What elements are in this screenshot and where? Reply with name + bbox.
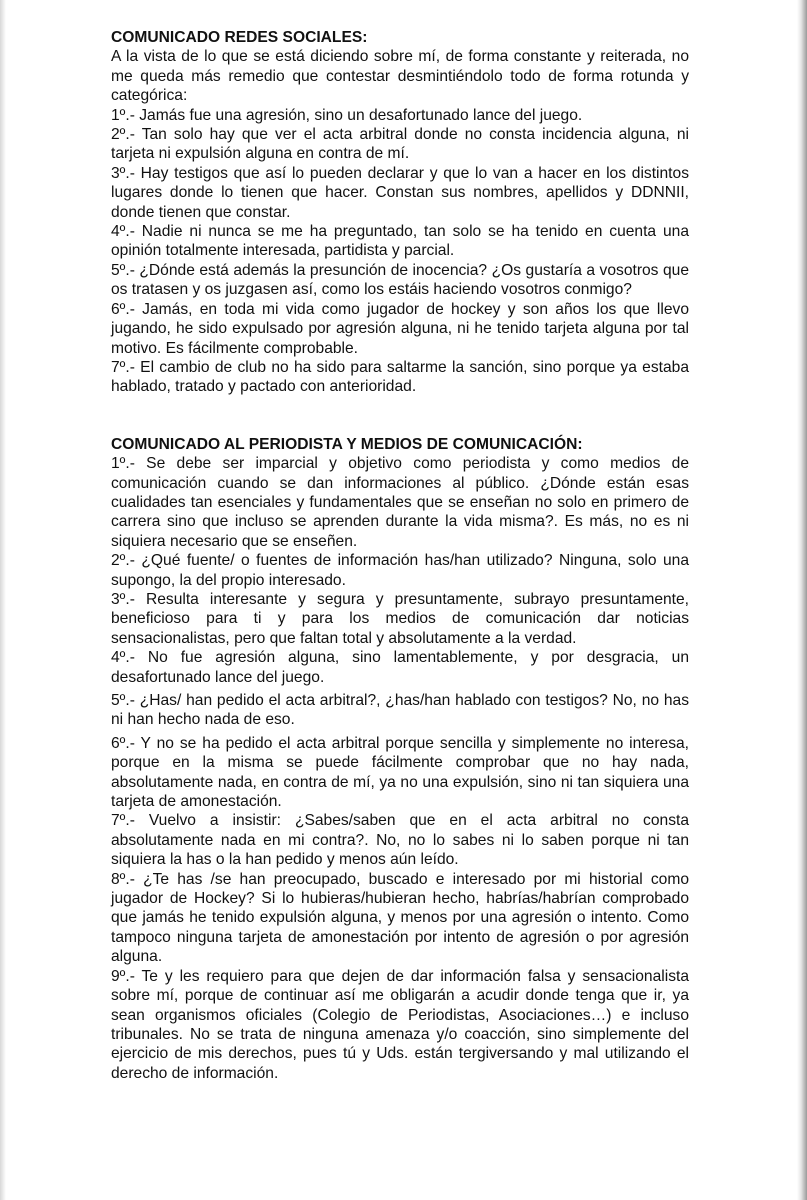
point-paragraph: 3º.- Hay testigos que así lo pueden declarar y que lo van a hacer en los distintos lugares donde lo tienen que hacer. Constan sus nombres, apellidos y DDNNII, donde tienen que constar. [111, 164, 689, 221]
section-spacer [111, 397, 689, 416]
point-paragraph: 6º.- Jamás, en toda mi vida como jugador de hockey y son años los que llevo jugando, he sido expulsado por agresión alguna, ni he tenido tarjeta alguna por tal motivo. Es fácilmente comprobable. [111, 300, 689, 357]
point-paragraph: 7º.- Vuelvo a insistir: ¿Sabes/saben que en el acta arbitral no consta absolutamente nada en mi contra?. No, no lo sabes ni lo saben porque ni tan siquiera la has o la han pedido y menos aún leído. [111, 812, 689, 869]
point-paragraph: 8º.- ¿Te has /se han preocupado, buscado e interesado por mi historial como jugador de Hockey? Si lo hubieras/hubieran hecho, habrías/habrían comprobado que jamás he tenido expulsión alguna, y menos por una agresión o intento. Como tampoco ninguna tarjeta de amonestación por intento de agresión o por agresión alguna. [111, 870, 689, 966]
point-paragraph: 3º.- Resulta interesante y segura y presuntamente, subrayo presuntamente, beneficioso para ti y para los medios de comunicación dar noticias sensacionalistas, pero que faltan total y absolutamente a la verdad. [111, 590, 689, 647]
point-paragraph: 6º.- Y no se ha pedido el acta arbitral porque sencilla y simplemente no interesa, porque en la misma se puede fácilmente comprobar que no hay nada, absolutamente nada, en contra de mí, ya no una expulsión, sino ni tan siquiera una tarjeta de amonestación. [111, 734, 689, 811]
point-paragraph: 9º.- Te y les requiero para que dejen de dar información falsa y sensacionalista sobre mí, porque de continuar así me obligarán a acudir donde tenga que ir, ya sean organismos oficiales (Colegio de Periodistas, Asociaciones…) e incluso tribunales. No se trata de ninguna amenaza y/o coacción, sino simplemente del ejercicio de mis derechos, pues tú y Uds. están tergiversando y mal utilizando el derecho de información. [111, 967, 689, 1082]
section-title: COMUNICADO AL PERIODISTA Y MEDIOS DE COMUNICACIÓN: [111, 435, 583, 453]
point-paragraph: 1º.- Se debe ser imparcial y objetivo como periodista y como medios de comunicación cuando se dan informaciones al público. ¿Dónde están esas cualidades tan esenciales y fundamentales que se enseñan no solo en primero de carrera sino que incluso se aprenden durante la vida misma?. Es más, no es ni siquiera necesario que se enseñen. [111, 455, 689, 550]
point-paragraph: 4º.- No fue agresión alguna, sino lamentablemente, y por desgracia, un desafortunado lance del juego. [111, 649, 689, 686]
point-paragraph: 4º.- Nadie ni nunca se me ha preguntado, tan solo se ha tenido en cuenta una opinión totalmente interesada, partidista y parcial. [111, 223, 689, 260]
page-edge-shadow-right [797, 0, 807, 1200]
point-paragraph: 1º.- Jamás fue una agresión, sino un desafortunado lance del juego. [111, 106, 583, 124]
point-paragraph: 2º.- ¿Qué fuente/ o fuentes de información has/han utilizado? Ninguna, solo una supongo, la del propio interesado. [111, 552, 689, 589]
section-press [111, 435, 689, 1083]
point-paragraph: 2º.- Tan solo hay que ver el acta arbitral donde no consta incidencia alguna, ni tarjeta ni expulsión alguna en contra de mí. [111, 126, 689, 163]
point-paragraph: 7º.- El cambio de club no ha sido para saltarme la sanción, sino porque ya estaba hablado, tratado y pactado con anterioridad. [111, 358, 689, 396]
point-paragraph: 5º.- ¿Dónde está además la presunción de inocencia? ¿Os gustaría a vosotros que os tratasen y os juzgasen así, como los estáis haciendo vosotros conmigo? [111, 261, 689, 299]
section-social-media [111, 28, 689, 397]
page-edge-shadow-left [0, 0, 6, 1200]
section-spacer [111, 416, 689, 435]
section-title: COMUNICADO REDES SOCIALES: [111, 29, 368, 46]
point-paragraph: 5º.- ¿Has/ han pedido el acta arbitral?, ¿has/han hablado con testigos? No, no has ni han hecho nada de eso. [111, 692, 689, 729]
document-page [111, 28, 689, 1083]
section-intro: A la vista de lo que se está diciendo sobre mí, de forma constante y reiterada, no me queda más remedio que contestar desmintiéndolo todo de forma rotunda y categórica: [111, 48, 689, 105]
